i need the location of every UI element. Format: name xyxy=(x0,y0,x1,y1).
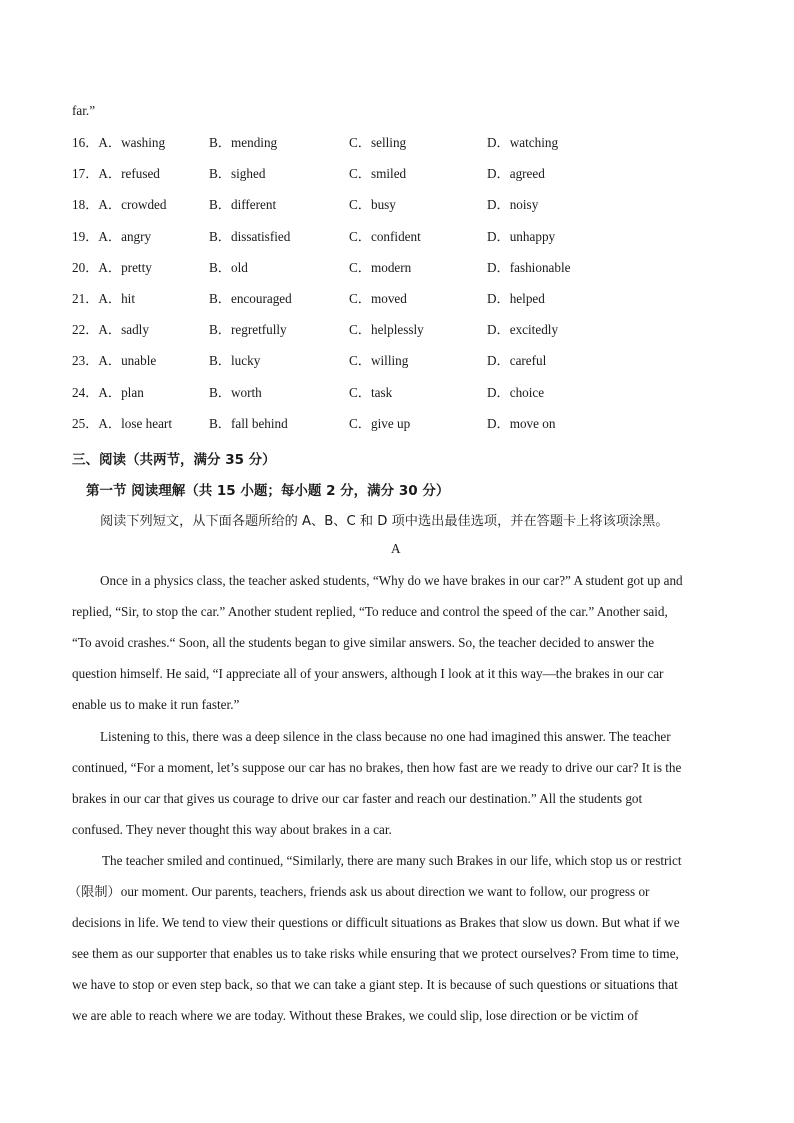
option-b: B．dissatisfied xyxy=(209,228,291,244)
option-c: C．modern xyxy=(349,259,412,275)
option-d: D．move on xyxy=(487,415,556,431)
option-b: B．regretfully xyxy=(209,322,287,338)
passage-line: brakes in our car that gives us courage to drive our car faster and reach our destination.” All the students got xyxy=(72,790,643,806)
option-c: C．confident xyxy=(349,228,421,244)
option-d: D．choice xyxy=(487,384,545,400)
option-b: B．lucky xyxy=(209,353,261,369)
option-d: D．agreed xyxy=(487,166,545,182)
passage-label: A xyxy=(391,541,401,556)
option-a: 17．A．refused xyxy=(72,166,160,182)
passage-fragment: far.” xyxy=(72,103,96,118)
option-d: D．fashionable xyxy=(487,259,571,275)
option-b: B．encouraged xyxy=(209,291,292,306)
option-d: D．careful xyxy=(487,353,547,369)
option-c: C．task xyxy=(349,384,393,400)
passage-line: “To avoid crashes.“ Soon, all the students began to give similar answers. So, the teacher decided to answer the xyxy=(72,635,655,651)
option-d: D．excitedly xyxy=(487,322,559,338)
option-d: D．helped xyxy=(487,291,545,306)
passage-line: we have to stop or even step back, so that we can take a giant step. It is because of such questions or situations that xyxy=(72,977,678,993)
option-b: B．fall behind xyxy=(209,415,288,431)
option-a: 19．A．angry xyxy=(72,228,152,244)
passage-line: see them as our supporter that enables us to take risks while ensuring that we protect ourselves? From time to time, xyxy=(72,946,679,962)
option-a: 22．A．sadly xyxy=(72,322,149,338)
option-a: 16．A．washing xyxy=(72,135,166,150)
option-c: C．smiled xyxy=(349,166,407,182)
option-c: C．willing xyxy=(349,353,409,369)
passage-line: decisions in life. We tend to view their questions or difficult situations as Brakes that slow us down. But what if we xyxy=(72,915,680,931)
option-b: B．old xyxy=(209,259,248,275)
instruction-text: 阅读下列短文，从下面各题所给的 A、B、C 和 D 项中选出最佳选项，并在答题卡上将该项涂黑。 xyxy=(100,514,669,529)
passage-line: replied, “Sir, to stop the car.” Another student replied, “To reduce and control the speed of the car.” Another said, xyxy=(72,604,668,620)
option-c: C．helplessly xyxy=(349,322,424,338)
option-a: 18．A．crowded xyxy=(72,197,167,213)
passage-line: question himself. He said, “I appreciate all of your answers, although I look at it this way—the brakes in our car xyxy=(72,666,664,682)
passage-line: （限制）our moment. Our parents, teachers, friends ask us about direction we want to follow, our progress or xyxy=(68,884,650,899)
option-a: 23．A．unable xyxy=(72,353,157,369)
option-d: D．unhappy xyxy=(487,228,556,244)
passage-line: we are able to reach where we are today. Without these Brakes, we could slip, lose direction or be victim of xyxy=(72,1008,639,1024)
passage-line: confused. They never thought this way about brakes in a car. xyxy=(72,821,392,837)
option-c: C．busy xyxy=(349,197,396,213)
option-b: B．mending xyxy=(209,135,278,150)
option-a: 20．A．pretty xyxy=(72,259,152,275)
passage-line: Listening to this, there was a deep silence in the class because no one had imagined this answer. The teacher xyxy=(100,728,671,744)
section-title: 三、阅读（共两节，满分 35 分） xyxy=(72,452,276,468)
option-b: B．sighed xyxy=(209,166,266,182)
option-c: C．moved xyxy=(349,291,407,306)
option-c: C．selling xyxy=(349,135,407,150)
passage-line: Once in a physics class, the teacher asked students, “Why do we have brakes in our car?” A student got up and xyxy=(100,573,683,588)
passage-line: The teacher smiled and continued, “Similarly, there are many such Brakes in our life, which stop us or restrict xyxy=(102,852,682,868)
passage-line: continued, “For a moment, let’s suppose our car has no brakes, then how fast are we ready to drive our car? It is the xyxy=(72,759,682,775)
option-b: B．worth xyxy=(209,384,262,400)
option-a: 21．A．hit xyxy=(72,291,136,306)
option-a: 25．A．lose heart xyxy=(72,415,172,431)
option-d: D．noisy xyxy=(487,197,539,213)
subsection-title: 第一节 阅读理解（共 15 小题；每小题 2 分，满分 30 分） xyxy=(86,483,450,499)
option-c: C．give up xyxy=(349,415,411,431)
option-b: B．different xyxy=(209,197,277,213)
option-a: 24．A．plan xyxy=(72,384,144,400)
passage-line: enable us to make it run faster.” xyxy=(72,697,240,713)
option-d: D．watching xyxy=(487,135,559,150)
